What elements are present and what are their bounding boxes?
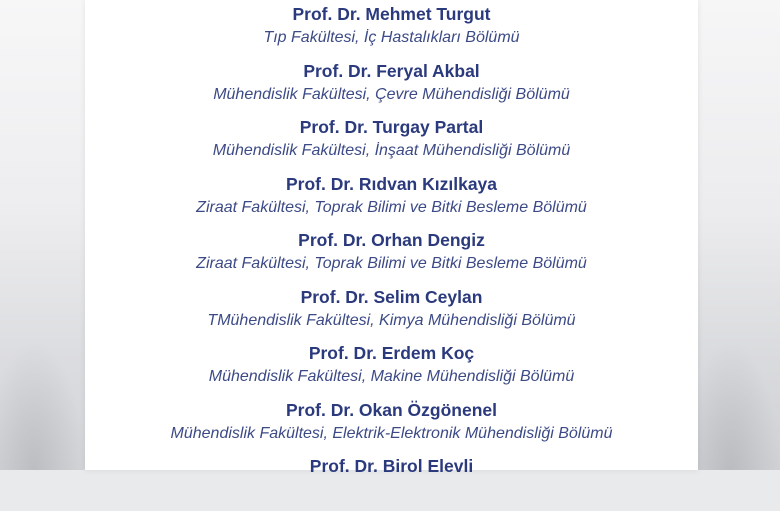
professor-name: Prof. Dr. Rıdvan Kızılkaya — [285, 173, 498, 194]
professor-department: Ziraat Fakültesi, Toprak Bilimi ve Bitki Besleme Bölümü — [196, 255, 587, 272]
list-item — [85, 59, 698, 116]
list-item — [85, 2, 698, 59]
left-background-panel — [0, 0, 85, 470]
professor-name: Prof. Dr. Turgay Partal — [299, 117, 484, 137]
list-item — [85, 228, 698, 285]
list-item — [85, 115, 698, 172]
professor-department: TMühendislik Fakültesi, Kimya Mühendisliği Bölümü — [207, 311, 576, 329]
professor-name: Prof. Dr. Feryal Akbal — [303, 60, 480, 81]
professor-department: Tıp Fakültesi, İç Hastalıkları Bölümü — [263, 29, 520, 46]
professor-department: Mühendislik Fakültesi, Elektrik-Elektronik Mühendisliği Bölümü — [170, 424, 613, 442]
professor-name: Prof. Dr. Orhan Dengiz — [298, 230, 485, 250]
list-item — [85, 398, 698, 455]
professor-name: Prof. Dr. Erdem Koç — [308, 343, 475, 363]
list-item — [85, 172, 698, 229]
right-background-panel — [698, 0, 780, 470]
professor-list — [85, 2, 698, 511]
professor-name: Prof. Dr. Birol Elevli — [309, 456, 474, 476]
professor-department: Mühendislik Fakültesi, İnşaat Mühendisliği Bölümü — [212, 142, 571, 159]
list-item — [85, 454, 698, 511]
professor-name: Prof. Dr. Mehmet Turgut — [292, 4, 491, 24]
professor-department: Mühendislik Fakültesi, Çevre Mühendisliği Bölümü — [213, 85, 570, 103]
document-card — [85, 0, 698, 476]
professor-name: Prof. Dr. Selim Ceylan — [300, 286, 483, 307]
list-item — [85, 341, 698, 398]
professor-department: Ziraat Fakültesi, Toprak Bilimi ve Bitki Besleme Bölümü — [196, 198, 587, 216]
professor-department: Mühendislik Fakültesi, Makine Mühendisliği Bölümü — [208, 368, 575, 385]
professor-name: Prof. Dr. Okan Özgönenel — [285, 399, 497, 420]
list-item — [85, 285, 698, 342]
